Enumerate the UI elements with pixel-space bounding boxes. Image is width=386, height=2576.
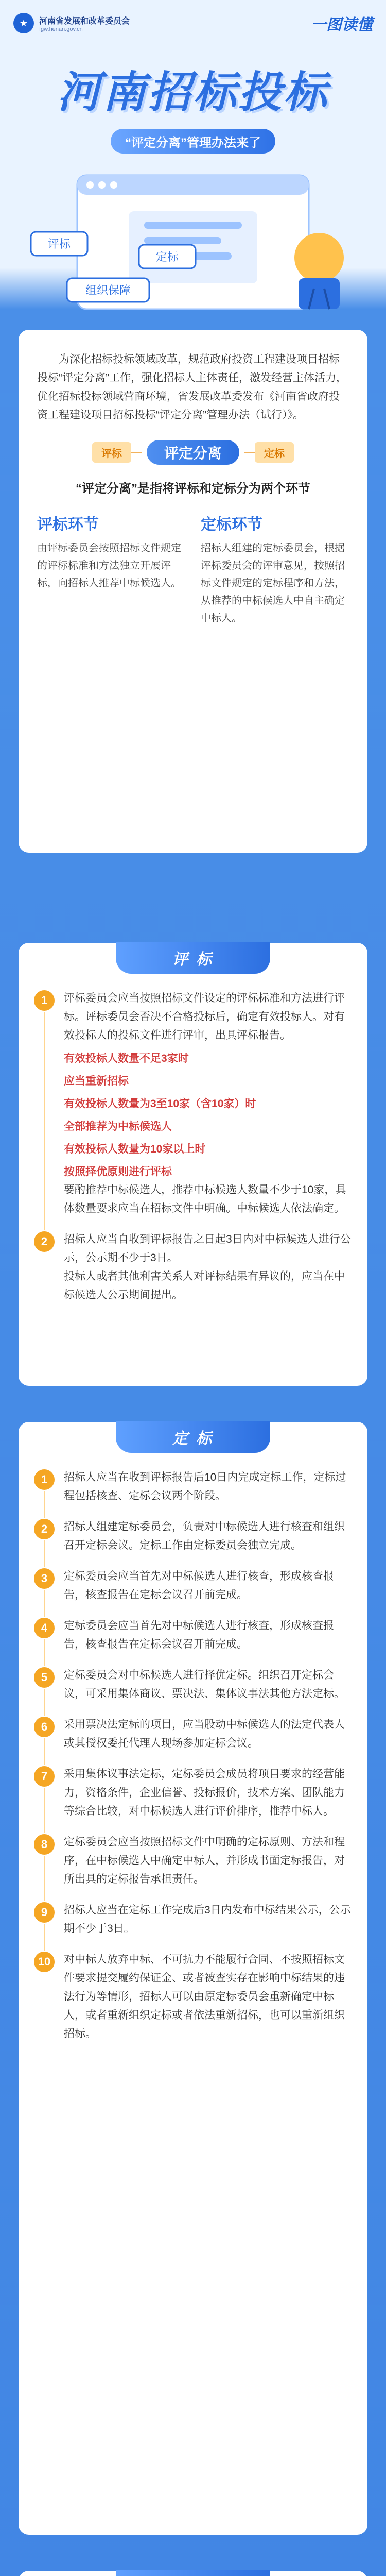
timeline-line [44,1590,45,1617]
org-text [39,14,130,32]
list-item [34,1518,352,1555]
item-number: 7 [34,1766,55,1787]
illu-label-baozhang: 组织保障 [85,284,131,297]
timeline-line [44,1924,45,1951]
section-title: 定 标 [116,1421,270,1453]
item-number: 6 [34,1717,55,1737]
sub-text: 要酌推荐中标候选人，推荐中标候选人数量不少于10家，具体数量要求应当在招标文件中明确。中标候选人依法确定。 [64,1184,346,1214]
illu-label-dingbiao: 定标 [155,250,179,263]
item-text: 采用集体议事法定标，定标委员会成员将项目要求的经营能力，资格条件，企业信誉、投标报价，技术方案、团队能力等综合比较，对中标候选人进行评价排序，推荐中标人。 [64,1768,345,1817]
sub-title: 应当重新招标 [64,1075,129,1087]
item-number: 3 [34,1568,55,1589]
item-body [64,1951,352,2043]
section-baozhang [19,2571,367,2576]
org-name: 河南省发展和改革委员会 [39,16,130,26]
item-number: 1 [34,1469,55,1490]
hero-subtitle: “评定分离”管理办法来了 [111,129,275,154]
org [13,13,130,33]
timeline-line [44,1540,45,1567]
item-body [64,1567,352,1604]
item-text: 定标委员会应当首先对中标候选人进行核查，形成核查报告，核查报告在定标会议召开前完成。 [64,1620,334,1650]
item-body [64,1468,352,1505]
item-body [64,1518,352,1555]
item-number: 2 [34,1519,55,1539]
flow-step-main: 评定分离 [147,440,239,465]
intro-paragraph: 为深化招标投标领域改革，规范政府投资工程建设项目招标投标“评定分离”工作，强化招标人主体责任，激发经营主体活力，优化招标投标领域营商环境，省发展改革委发布《河南省政府投资工程建设项目招标投标“评定分离”管理办法（试行）》。 [37,353,347,421]
item-text: 评标委员会应当按照招标文件设定的评标标准和方法进行评标。评标委员会否决不合格投标后，确定有效投标人。对有效投标人的投标文件进行评审，出具评标报告。 [64,992,345,1041]
list-item [34,1567,352,1604]
section-title: 评 标 [116,942,270,974]
intro-col-pingbiao [37,512,185,627]
item-text: 招标人应当自收到评标报告之日起3日内对中标候选人进行公示，公示期不少于3日。 [64,1233,351,1264]
item-number: 9 [34,1902,55,1923]
sub-title: 按照择优原则进行评标 [64,1166,172,1178]
timeline-line [44,1491,45,1518]
timeline-line [44,1639,45,1666]
item-number: 2 [34,1231,55,1252]
sub-title: 全部推荐为中标候选人 [64,1121,172,1132]
item-text: 定标委员会对中标候选人进行择优定标。组织召开定标会议，可采用集体商议、票决法、集体议事法其他方法定标。 [64,1669,345,1700]
header-bar [0,0,386,46]
list-item [34,1716,352,1753]
timeline-line [44,1788,45,1833]
flow-step-pingbiao: 评标 [92,442,131,463]
item-number: 8 [34,1834,55,1855]
badge: 一图读懂 [311,16,373,33]
flow-step-dingbiao: 定标 [255,442,294,463]
item-text: 采用票决法定标的项目，应当股动中标候选人的法定代表人或其授权委托代理人现场参加定标会议。 [64,1719,345,1749]
col-text: 由评标委员会按照招标文件规定的评标标准和方法独立开展评标，向招标人推荐中标候选人。 [37,543,181,589]
item-text: 投标人或者其他利害关系人对评标结果有异议的，应当在中标候选人公示期间提出。 [64,1270,345,1301]
item-body [64,1716,352,1753]
sub-title: 有效投标人数量为3至10家（含10家）时 [64,1098,256,1110]
section-pingbiao [19,943,367,1386]
intro-columns [37,512,349,627]
flow-connector [131,452,142,453]
item-body [64,989,352,1218]
item-number: 1 [34,990,55,1011]
col-text: 招标人组建的定标委员会，根据评标委员会的评审意见，按照招标文件规定的定标程序和方法，从推荐的中标候选人中自主确定中标人。 [201,543,345,624]
list-item [34,1617,352,1654]
list-item [34,1468,352,1505]
col-title: 评标环节 [37,516,99,533]
timeline-line [44,1689,45,1716]
item-number: 10 [34,1952,55,1972]
emblem-icon: ★ [13,13,34,33]
item-number: 4 [34,1618,55,1638]
item-text: 招标人组建定标委员会，负责对中标候选人进行核查和组织召开定标会议。定标工作由定标委员会独立完成。 [64,1521,345,1551]
timeline-line [44,1012,45,1230]
item-number: 5 [34,1667,55,1688]
sub-title: 有效投标人数量不足3家时 [64,1053,189,1064]
list-item [34,1833,352,1889]
item-text: 对中标人放弃中标、不可抗力不能履行合同、不按照招标文件要求提交履约保证金、或者被查实存在影响中标结果的违法行为等情形，招标人可以由原定标委员会重新确定中标人，或者重新组织定标或者依法重新招标，也可以重新组织招标。 [64,1954,345,2040]
col-title: 定标环节 [201,516,262,533]
illu-label-pingbiao: 评标 [47,238,71,250]
org-url: fgw.henan.gov.cn [39,26,83,32]
item-text: 定标委员会应当按照招标文件中明确的定标原则、方法和程序，在中标候选人中确定中标人，并形成书面定标报告，对所出具的定标报告承担责任。 [64,1836,345,1885]
intro-heading: “评定分离”是指将评标和定标分为两个环节 [76,482,310,496]
item-body [64,1765,352,1821]
intro-card [19,330,367,853]
item-text: 招标人应当在收到评标报告后10日内完成定标工作，定标过程包括核查、定标会议两个阶段。 [64,1471,346,1502]
list-item [34,989,352,1218]
item-body [64,1901,352,1938]
section-dingbiao [19,1422,367,2535]
flow [37,440,349,465]
list-item [34,1666,352,1703]
hero-illustration [0,155,386,325]
intro-col-dingbiao [201,512,349,627]
item-text: 定标委员会应当首先对中标候选人进行核查，形成核查报告，核查报告在定标会议召开前完成。 [64,1570,334,1601]
item-body [64,1617,352,1654]
section-title [116,2570,270,2576]
flow-connector [244,452,255,453]
list-item [34,1951,352,2043]
list-item [34,1765,352,1821]
sub-title: 有效投标人数量为10家以上时 [64,1143,206,1155]
item-text: 招标人应当在定标工作完成后3日内发布中标结果公示，公示期不少于3日。 [64,1904,351,1935]
timeline-line [44,1738,45,1765]
list-item [34,1230,352,1304]
hero-title: 河南招标投标 [57,68,329,116]
list-item [34,1901,352,1938]
item-body [64,1666,352,1703]
timeline-line [44,1856,45,1901]
item-body [64,1230,352,1304]
item-body [64,1833,352,1889]
